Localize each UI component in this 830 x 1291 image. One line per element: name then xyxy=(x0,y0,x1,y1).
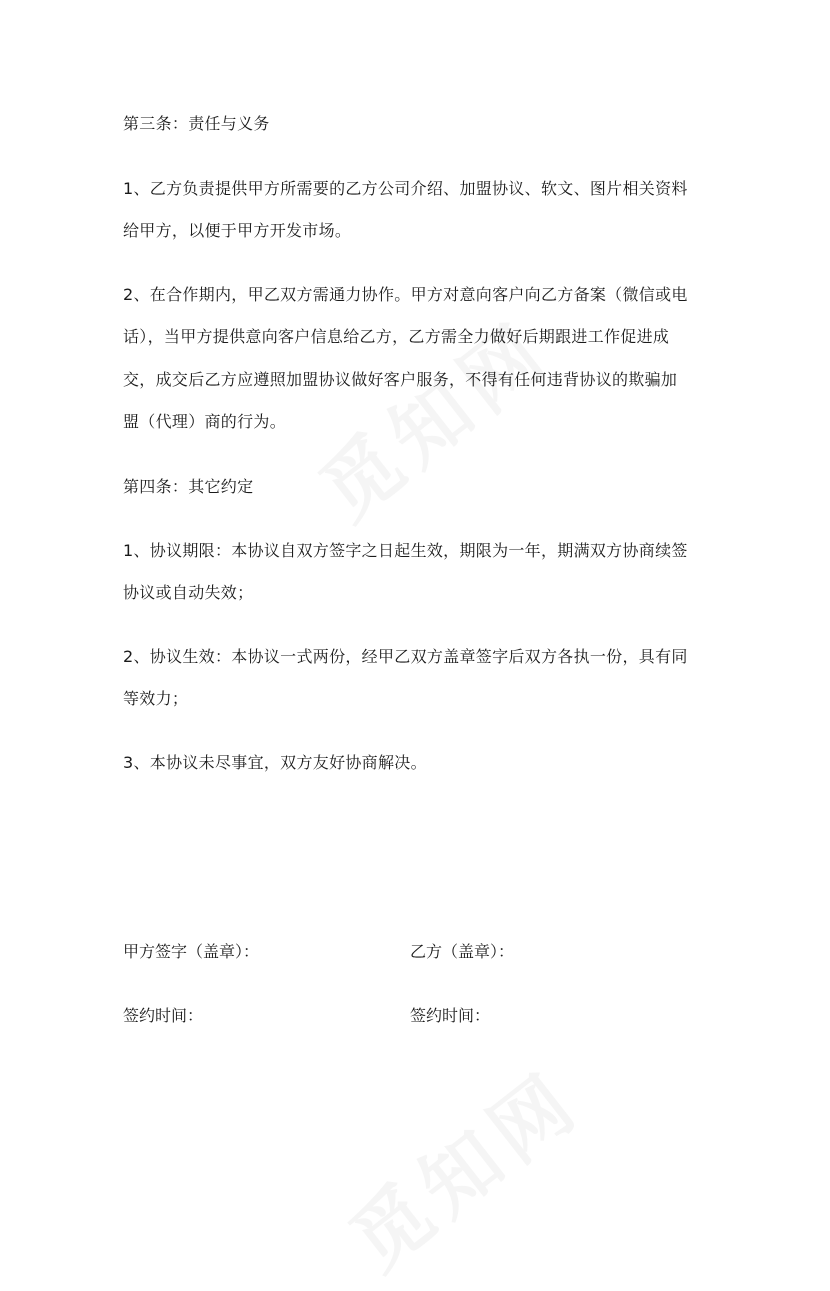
party-b-signature-label: 乙方（盖章）： xyxy=(410,942,515,961)
article-4-item-2-line-1: 2、协议生效：本协议一式两份，经甲乙双方盖章签字后双方各执一份，具有同 xyxy=(123,647,688,666)
article-4-heading: 第四条：其它约定 xyxy=(123,477,254,496)
article-3-item-2-line-1: 2、在合作期内，甲乙双方需通力协作。甲方对意向客户向乙方备案（微信或电 xyxy=(123,285,688,304)
party-a-date-label: 签约时间： xyxy=(123,1006,204,1025)
article-4-item-1-line-2: 协议或自动失效； xyxy=(123,583,254,602)
article-4-item-2-line-2: 等效力； xyxy=(123,689,189,708)
article-3-item-2-line-2: 话），当甲方提供意向客户信息给乙方，乙方需全力做好后期跟进工作促进成 xyxy=(123,327,670,346)
party-a-signature-label: 甲方签字（盖章）： xyxy=(123,942,260,961)
article-3-item-2-line-4: 盟（代理）商的行为。 xyxy=(123,412,287,431)
article-3-heading: 第三条：责任与义务 xyxy=(123,114,270,133)
article-3-item-2-line-3: 交，成交后乙方应遵照加盟协议做好客户服务，不得有任何违背协议的欺骗加 xyxy=(123,370,678,389)
party-b-date-label: 签约时间： xyxy=(410,1006,491,1025)
article-4-item-1-line-1: 1、协议期限：本协议自双方签字之日起生效，期限为一年，期满双方协商续签 xyxy=(123,541,688,560)
article-4-item-3-line-1: 3、本协议未尽事宜，双方友好协商解决。 xyxy=(123,753,427,772)
watermark xyxy=(324,1041,601,1291)
article-3-item-1-line-2: 给甲方，以便于甲方开发市场。 xyxy=(123,221,352,240)
article-3-item-1-line-1: 1、乙方负责提供甲方所需要的乙方公司介绍、加盟协议、软文、图片相关资料 xyxy=(123,179,688,198)
